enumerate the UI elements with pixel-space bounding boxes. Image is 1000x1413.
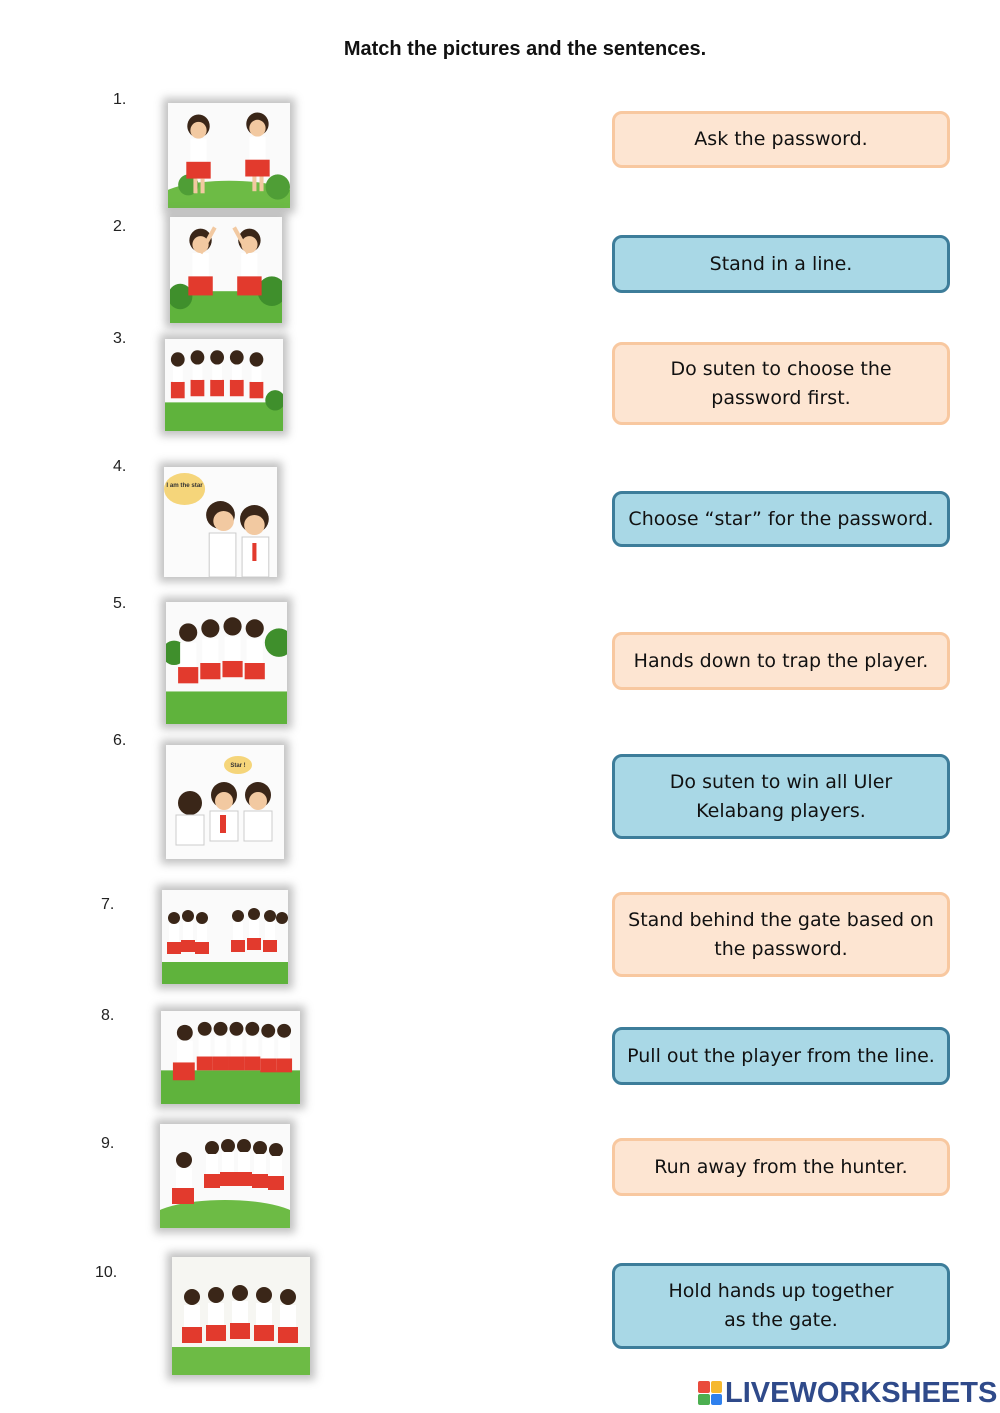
liveworksheets-logo bbox=[698, 1378, 997, 1408]
sentence-box-2[interactable] bbox=[612, 235, 950, 293]
sentence-text-line2: Kelabang players. bbox=[696, 799, 866, 822]
picture-3[interactable] bbox=[165, 339, 283, 431]
item-number: 8. bbox=[101, 1007, 115, 1024]
picture-9[interactable] bbox=[160, 1124, 290, 1228]
item-number: 3. bbox=[113, 330, 127, 347]
item-number: 5. bbox=[113, 595, 127, 612]
sentence-box-9[interactable] bbox=[612, 1138, 950, 1196]
picture-1[interactable] bbox=[168, 103, 290, 208]
sentence-text-line2: as the gate. bbox=[724, 1309, 838, 1331]
logo-text: LIVEWORKSHEETS bbox=[725, 1376, 998, 1409]
picture-2[interactable] bbox=[170, 217, 282, 323]
sentence-box-4[interactable] bbox=[612, 491, 950, 547]
item-number: 9. bbox=[101, 1135, 115, 1152]
picture-7[interactable] bbox=[162, 890, 288, 984]
sentence-text-line2: the password. bbox=[714, 937, 848, 960]
item-number: 10. bbox=[95, 1264, 118, 1281]
sentence-box-1[interactable] bbox=[612, 111, 950, 168]
picture-10[interactable] bbox=[172, 1257, 310, 1375]
picture-8[interactable] bbox=[161, 1011, 300, 1104]
speech-bubble-text: Star ! bbox=[230, 763, 246, 769]
picture-5[interactable] bbox=[166, 602, 287, 724]
sentence-text: Do suten to choose the bbox=[670, 357, 892, 380]
worksheet-title: Match the pictures and the sentences. bbox=[343, 38, 707, 60]
sentence-text: Hold hands up together bbox=[668, 1280, 894, 1302]
speech-bubble-text: I am the star bbox=[166, 482, 203, 489]
sentence-text: Stand behind the gate based on bbox=[628, 908, 934, 931]
item-number: 6. bbox=[113, 732, 127, 749]
item-number: 4. bbox=[113, 458, 127, 475]
logo-icon bbox=[698, 1381, 722, 1405]
item-number: 2. bbox=[113, 218, 127, 235]
picture-6[interactable] bbox=[166, 745, 284, 859]
item-number: 1. bbox=[113, 91, 127, 108]
sentence-box-10[interactable] bbox=[612, 1263, 950, 1349]
sentence-text: Choose “star” for the password. bbox=[628, 507, 934, 530]
sentence-text: Ask the password. bbox=[694, 128, 868, 150]
picture-4[interactable] bbox=[164, 467, 277, 577]
item-number: 7. bbox=[101, 896, 115, 913]
sentence-box-7[interactable] bbox=[612, 892, 950, 977]
sentence-text: Hands down to trap the player. bbox=[633, 649, 929, 672]
sentence-text: Stand in a line. bbox=[709, 252, 853, 275]
sentence-text: Pull out the player from the line. bbox=[627, 1044, 935, 1067]
sentence-box-6[interactable] bbox=[612, 754, 950, 839]
sentence-box-3[interactable] bbox=[612, 342, 950, 425]
sentence-text: Run away from the hunter. bbox=[654, 1155, 908, 1178]
sentence-box-8[interactable] bbox=[612, 1027, 950, 1085]
sentence-text-line2: password first. bbox=[711, 386, 851, 409]
sentence-box-5[interactable] bbox=[612, 632, 950, 690]
sentence-text: Do suten to win all Uler bbox=[669, 770, 893, 793]
